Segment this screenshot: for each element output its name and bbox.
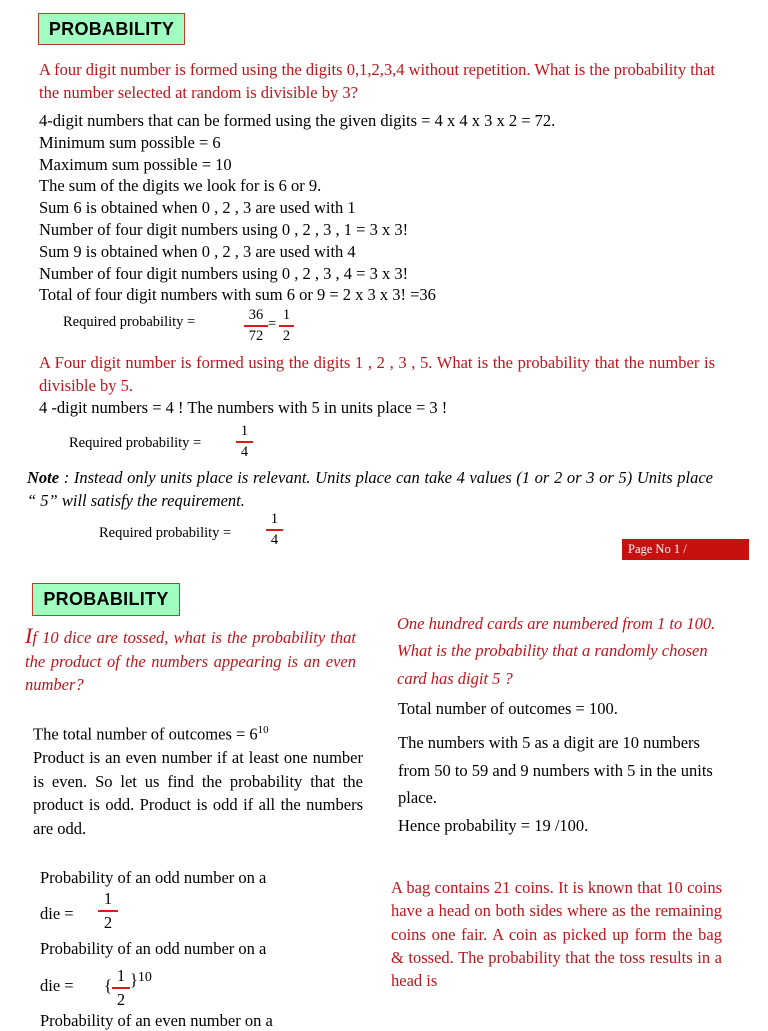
die-label-2: die = bbox=[40, 976, 74, 995]
cards-total-outcomes: Total number of outcomes = 100. bbox=[398, 699, 618, 718]
prob-odd-label-2: Probability of an odd number on a bbox=[40, 939, 267, 958]
fraction-half: 1 2 bbox=[98, 889, 118, 933]
prob-even-label: Probability of an even number on a bbox=[40, 1011, 273, 1030]
note-label: Note bbox=[27, 468, 60, 487]
odd-product-paragraph: Product is an even number if at least one number is even. So let us find the probability that the product is odd. Product is odd if all the numbers are odd. bbox=[33, 748, 363, 838]
dice-question: If 10 dice are tossed, what is the probability that the product of the numbers appearing is an even number? bbox=[25, 623, 356, 694]
total-outcomes-line: The total number of outcomes = $6^{10}$ bbox=[33, 724, 269, 744]
required-probability-label: Required probability = bbox=[63, 314, 196, 330]
required-probability-label-2: Required probability = bbox=[69, 435, 202, 451]
section2-title: PROBABILITY bbox=[32, 583, 180, 616]
equals-sign: = bbox=[268, 316, 277, 332]
close-brace: }$^{10}$ bbox=[130, 970, 152, 989]
solution-line: The sum of the digits we look for is 6 or 9. bbox=[39, 176, 322, 196]
fraction-1-4-b: 1 4 bbox=[266, 511, 283, 549]
solution-line: 4-digit numbers that can be formed using the given digits = 4 x 4 x 3 x 2 = 72. bbox=[39, 111, 556, 130]
solution-line: Sum 9 is obtained when 0 , 2 , 3 are used with 4 bbox=[39, 241, 356, 261]
fraction-1-2: 1 2 bbox=[279, 307, 294, 345]
cards-answer: Hence probability = 19 /100. bbox=[398, 816, 589, 835]
note-text: : Instead only units place is relevant. Units place can take 4 values (1 or 2 or 3 or 5) Units place “ 5” will satisfy the requirement. bbox=[27, 468, 713, 510]
page-number-badge: Page No 1 / bbox=[622, 539, 749, 560]
coins-question: A bag contains 21 coins. It is known that 10 coins have a head on both sides where as the remaining coins one fair. A coin as picked up form the bag & tossed. The probability that the toss results in a head is bbox=[391, 878, 722, 991]
solution-line: Number of four digit numbers using 0 , 2 , 3 , 1 = 3 x 3! bbox=[39, 220, 409, 239]
required-probability-label-3: Required probability = bbox=[99, 525, 232, 541]
cards-explanation: The numbers with 5 as a digit are 10 numbers from 50 to 59 and 9 numbers with 5 in the units place. bbox=[398, 733, 713, 807]
fraction-36-72: 36 72 bbox=[244, 307, 268, 345]
solution-line: Minimum sum possible = 6 bbox=[39, 132, 221, 152]
question-2: A Four digit number is formed using the digits 1 , 2 , 3 , 5. What is the probability that the number is divisible by 5. bbox=[39, 353, 715, 395]
prob-odd-label: Probability of an odd number on a bbox=[40, 868, 267, 887]
drop-letter: I bbox=[25, 623, 33, 648]
fraction-1-4: 1 4 bbox=[236, 423, 253, 461]
solution-2-line: 4 -digit numbers = 4 ! The numbers with 5 in units place = 3 ! bbox=[39, 398, 448, 417]
section1-title: PROBABILITY bbox=[38, 13, 185, 45]
solution-line: Total of four digit numbers with sum 6 or 9 = 2 x 3 x 3! =36 bbox=[39, 285, 436, 305]
solution-line: Sum 6 is obtained when 0 , 2 , 3 are used with 1 bbox=[39, 198, 356, 218]
cards-question: One hundred cards are numbered from 1 to 100. What is the probability that a randomly chosen card has digit 5 ? bbox=[397, 614, 716, 688]
open-brace: { bbox=[104, 976, 112, 995]
die-label: die = bbox=[40, 904, 74, 923]
note-paragraph bbox=[27, 466, 713, 512]
question-1: A four digit number is formed using the digits 0,1,2,3,4 without repetition. What is the probability that the number selected at random is divisible by 3? bbox=[39, 60, 715, 102]
solution-line: Number of four digit numbers using 0 , 2 , 3 , 4 = 3 x 3! bbox=[39, 263, 409, 283]
fraction-half-power: 1 2 bbox=[112, 966, 130, 1010]
solution-line: Maximum sum possible = 10 bbox=[39, 154, 232, 174]
